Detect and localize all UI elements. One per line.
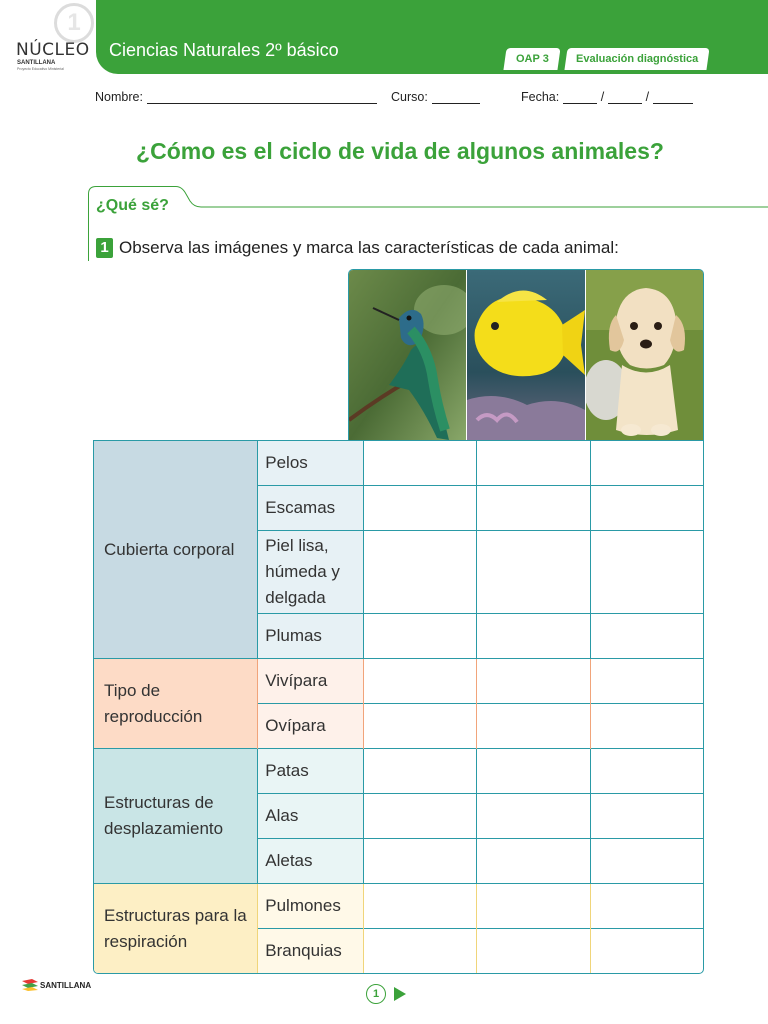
checkbox-cell[interactable]	[477, 441, 590, 486]
checkbox-cell[interactable]	[590, 614, 703, 659]
checkbox-cell[interactable]	[477, 794, 590, 839]
category-respiration: Estructuras para la respiración	[94, 884, 258, 974]
checkbox-cell[interactable]	[364, 839, 477, 884]
checkbox-cell[interactable]	[477, 839, 590, 884]
checkbox-cell[interactable]	[590, 929, 703, 974]
date-label: Fecha:	[521, 90, 560, 104]
category-locomotion: Estructuras de desplazamiento	[94, 749, 258, 884]
page-navigation	[366, 984, 406, 1004]
name-label: Nombre:	[95, 90, 143, 104]
trait-label: Alas	[258, 794, 364, 839]
group-locomotion	[94, 749, 703, 884]
name-field[interactable]	[95, 90, 377, 108]
checkbox-cell[interactable]	[364, 704, 477, 749]
checkbox-cell[interactable]	[364, 441, 477, 486]
page-title: ¿Cómo es el ciclo de vida de algunos animales?	[136, 138, 664, 164]
checkbox-cell[interactable]	[364, 794, 477, 839]
date-field[interactable]	[521, 90, 693, 108]
activity-instruction	[96, 238, 619, 258]
checkbox-cell[interactable]	[477, 749, 590, 794]
santillana-logo	[22, 979, 91, 991]
checkbox-cell[interactable]	[477, 884, 590, 929]
evaluation-tab: Evaluación diagnóstica	[564, 48, 709, 70]
characteristics-table	[93, 440, 704, 974]
checkbox-cell[interactable]	[364, 659, 477, 704]
santillana-flag-icon	[22, 979, 38, 991]
trait-label: Ovípara	[258, 704, 364, 749]
checkbox-cell[interactable]	[364, 884, 477, 929]
section-label: ¿Qué sé?	[96, 197, 169, 214]
oap-tab: OAP 3	[503, 48, 560, 70]
puppy-photo	[585, 270, 703, 440]
trait-label: Branquias	[258, 929, 364, 974]
trait-label: Aletas	[258, 839, 364, 884]
trait-label: Patas	[258, 749, 364, 794]
course-label: Curso:	[391, 90, 428, 104]
checkbox-cell[interactable]	[590, 441, 703, 486]
group-reproduction	[94, 659, 703, 749]
checkbox-cell[interactable]	[477, 614, 590, 659]
page-number: 1	[366, 984, 386, 1004]
category-reproduction: Tipo de reproducción	[94, 659, 258, 749]
checkbox-cell[interactable]	[364, 929, 477, 974]
instruction-text: Observa las imágenes y marca las características de cada animal:	[119, 238, 619, 257]
watermark-badge: 1	[54, 3, 94, 43]
logo-text: NÚCLEO	[16, 40, 90, 60]
checkbox-cell[interactable]	[590, 794, 703, 839]
checkbox-cell[interactable]	[590, 659, 703, 704]
checkbox-cell[interactable]	[364, 531, 477, 614]
checkbox-cell[interactable]	[590, 704, 703, 749]
publisher-name: SANTILLANA	[40, 980, 92, 990]
trait-label: Plumas	[258, 614, 364, 659]
checkbox-cell[interactable]	[364, 614, 477, 659]
next-page-arrow-icon[interactable]	[394, 987, 406, 1001]
fish-photo	[466, 270, 584, 440]
checkbox-cell[interactable]	[477, 704, 590, 749]
trait-label: Piel lisa, húmeda y delgada	[258, 531, 364, 614]
trait-label: Vivípara	[258, 659, 364, 704]
date-separator: /	[645, 90, 650, 104]
checkbox-cell[interactable]	[477, 929, 590, 974]
checkbox-cell[interactable]	[590, 884, 703, 929]
checkbox-cell[interactable]	[590, 749, 703, 794]
date-separator: /	[600, 90, 605, 104]
group-body-covering	[94, 441, 703, 659]
trait-label: Pelos	[258, 441, 364, 486]
hummingbird-photo	[349, 270, 466, 440]
trait-label: Escamas	[258, 486, 364, 531]
course-field[interactable]	[391, 90, 480, 108]
category-body-covering: Cubierta corporal	[94, 441, 258, 659]
subject-title: Ciencias Naturales 2º básico	[109, 40, 339, 60]
group-respiration	[94, 884, 703, 974]
checkbox-cell[interactable]	[477, 659, 590, 704]
activity-number: 1	[96, 238, 113, 258]
nucleo-logo	[16, 40, 88, 74]
trait-label: Pulmones	[258, 884, 364, 929]
animal-photos	[348, 269, 704, 440]
checkbox-cell[interactable]	[477, 486, 590, 531]
checkbox-cell[interactable]	[364, 749, 477, 794]
checkbox-cell[interactable]	[590, 486, 703, 531]
checkbox-cell[interactable]	[590, 839, 703, 884]
checkbox-cell[interactable]	[477, 531, 590, 614]
logo-subtitle: SANTILLANA	[17, 60, 56, 66]
checkbox-cell[interactable]	[590, 531, 703, 614]
checkbox-cell[interactable]	[364, 486, 477, 531]
logo-tagline: Proyecto Educativo Ministerial	[17, 67, 64, 71]
